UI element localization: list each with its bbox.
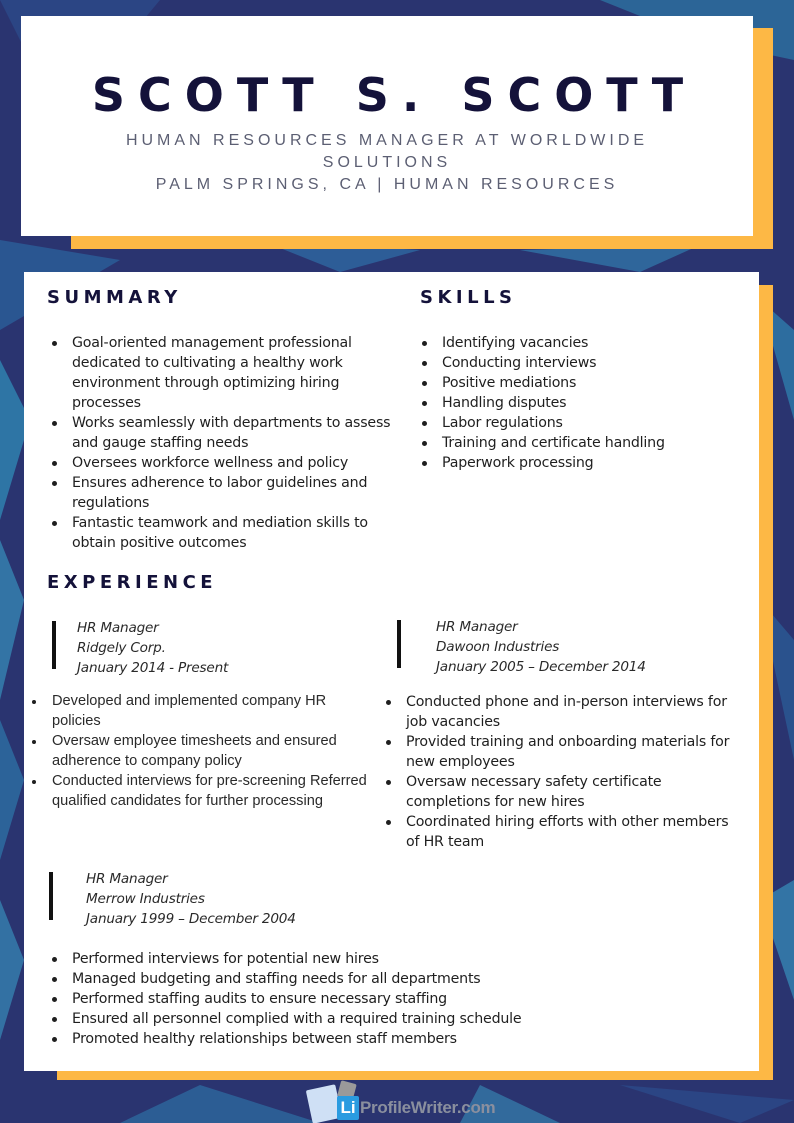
job-bullet: Coordinated hiring efforts with other members of HR team (382, 812, 732, 852)
candidate-name: SCOTT S. SCOTT (91, 68, 697, 122)
job-bullet: Promoted healthy relationships between staff members (48, 1029, 568, 1049)
skill-item: Paperwork processing (418, 453, 738, 473)
skill-item: Handling disputes (418, 393, 738, 413)
job-bullet: Conducted phone and in-person interviews for job vacancies (382, 692, 732, 732)
resume-body-card (24, 272, 759, 1071)
profilewriter-logo (305, 1082, 495, 1122)
job-dates: January 2014 - Present (77, 660, 229, 676)
job-dates: January 2005 – December 2014 (436, 659, 646, 675)
skills-list (418, 333, 738, 473)
job-bullet: Ensured all personnel complied with a required training schedule (48, 1009, 568, 1029)
job-marker-bar (397, 620, 401, 668)
summary-list (48, 333, 408, 553)
summary-item: Fantastic teamwork and mediation skills to obtain positive outcomes (48, 513, 408, 553)
job-bullet: Oversaw necessary safety certificate completions for new hires (382, 772, 732, 812)
summary-heading: SUMMARY (47, 287, 182, 308)
job-company: Merrow Industries (86, 891, 205, 907)
job-bullets-dawoon (382, 692, 732, 852)
job-bullet: Provided training and onboarding materials for new employees (382, 732, 732, 772)
job-bullets-ridgely (24, 691, 369, 811)
job-bullet: Developed and implemented company HR policies (24, 691, 369, 731)
skill-item: Training and certificate handling (418, 433, 738, 453)
skill-item: Positive mediations (418, 373, 738, 393)
skill-item: Identifying vacancies (418, 333, 738, 353)
skill-item: Conducting interviews (418, 353, 738, 373)
job-marker-bar (49, 872, 53, 920)
job-bullet: Managed budgeting and staffing needs for all departments (48, 969, 568, 989)
summary-item: Goal-oriented management professional dedicated to cultivating a healthy work environment through optimizing hiring processes (48, 333, 408, 413)
experience-heading: EXPERIENCE (47, 572, 218, 593)
summary-item: Ensures adherence to labor guidelines and regulations (48, 473, 408, 513)
location-line: PALM SPRINGS, CA | HUMAN RESOURCES (155, 176, 619, 193)
job-dates: January 1999 – December 2004 (86, 911, 296, 927)
job-meta (436, 617, 646, 677)
job-meta (86, 869, 296, 929)
summary-item: Oversees workforce wellness and policy (48, 453, 408, 473)
header-card (21, 16, 753, 236)
summary-item: Works seamlessly with departments to assess and gauge staffing needs (48, 413, 408, 453)
job-title: HR Manager (436, 619, 518, 635)
job-title: HR Manager (86, 871, 168, 887)
job-title-line: HUMAN RESOURCES MANAGER AT WORLDWIDE SOLUTIONS (125, 132, 649, 171)
job-bullet: Oversaw employee timesheets and ensured adherence to company policy (24, 731, 369, 771)
job-company: Ridgely Corp. (77, 640, 166, 656)
job-company: Dawoon Industries (436, 639, 560, 655)
logo-text: ProfileWriter.com (360, 1098, 496, 1117)
job-title: HR Manager (77, 620, 159, 636)
skills-heading: SKILLS (420, 287, 517, 308)
job-meta (77, 618, 228, 678)
job-bullet: Conducted interviews for pre-screening Referred qualified candidates for further processing (24, 771, 369, 811)
job-bullets-merrow (48, 949, 568, 1049)
job-marker-bar (52, 621, 56, 669)
skill-item: Labor regulations (418, 413, 738, 433)
job-bullet: Performed interviews for potential new hires (48, 949, 568, 969)
job-bullet: Performed staffing audits to ensure necessary staffing (48, 989, 568, 1009)
linkedin-badge-icon: Li (337, 1096, 359, 1120)
candidate-subtitle (107, 130, 667, 196)
